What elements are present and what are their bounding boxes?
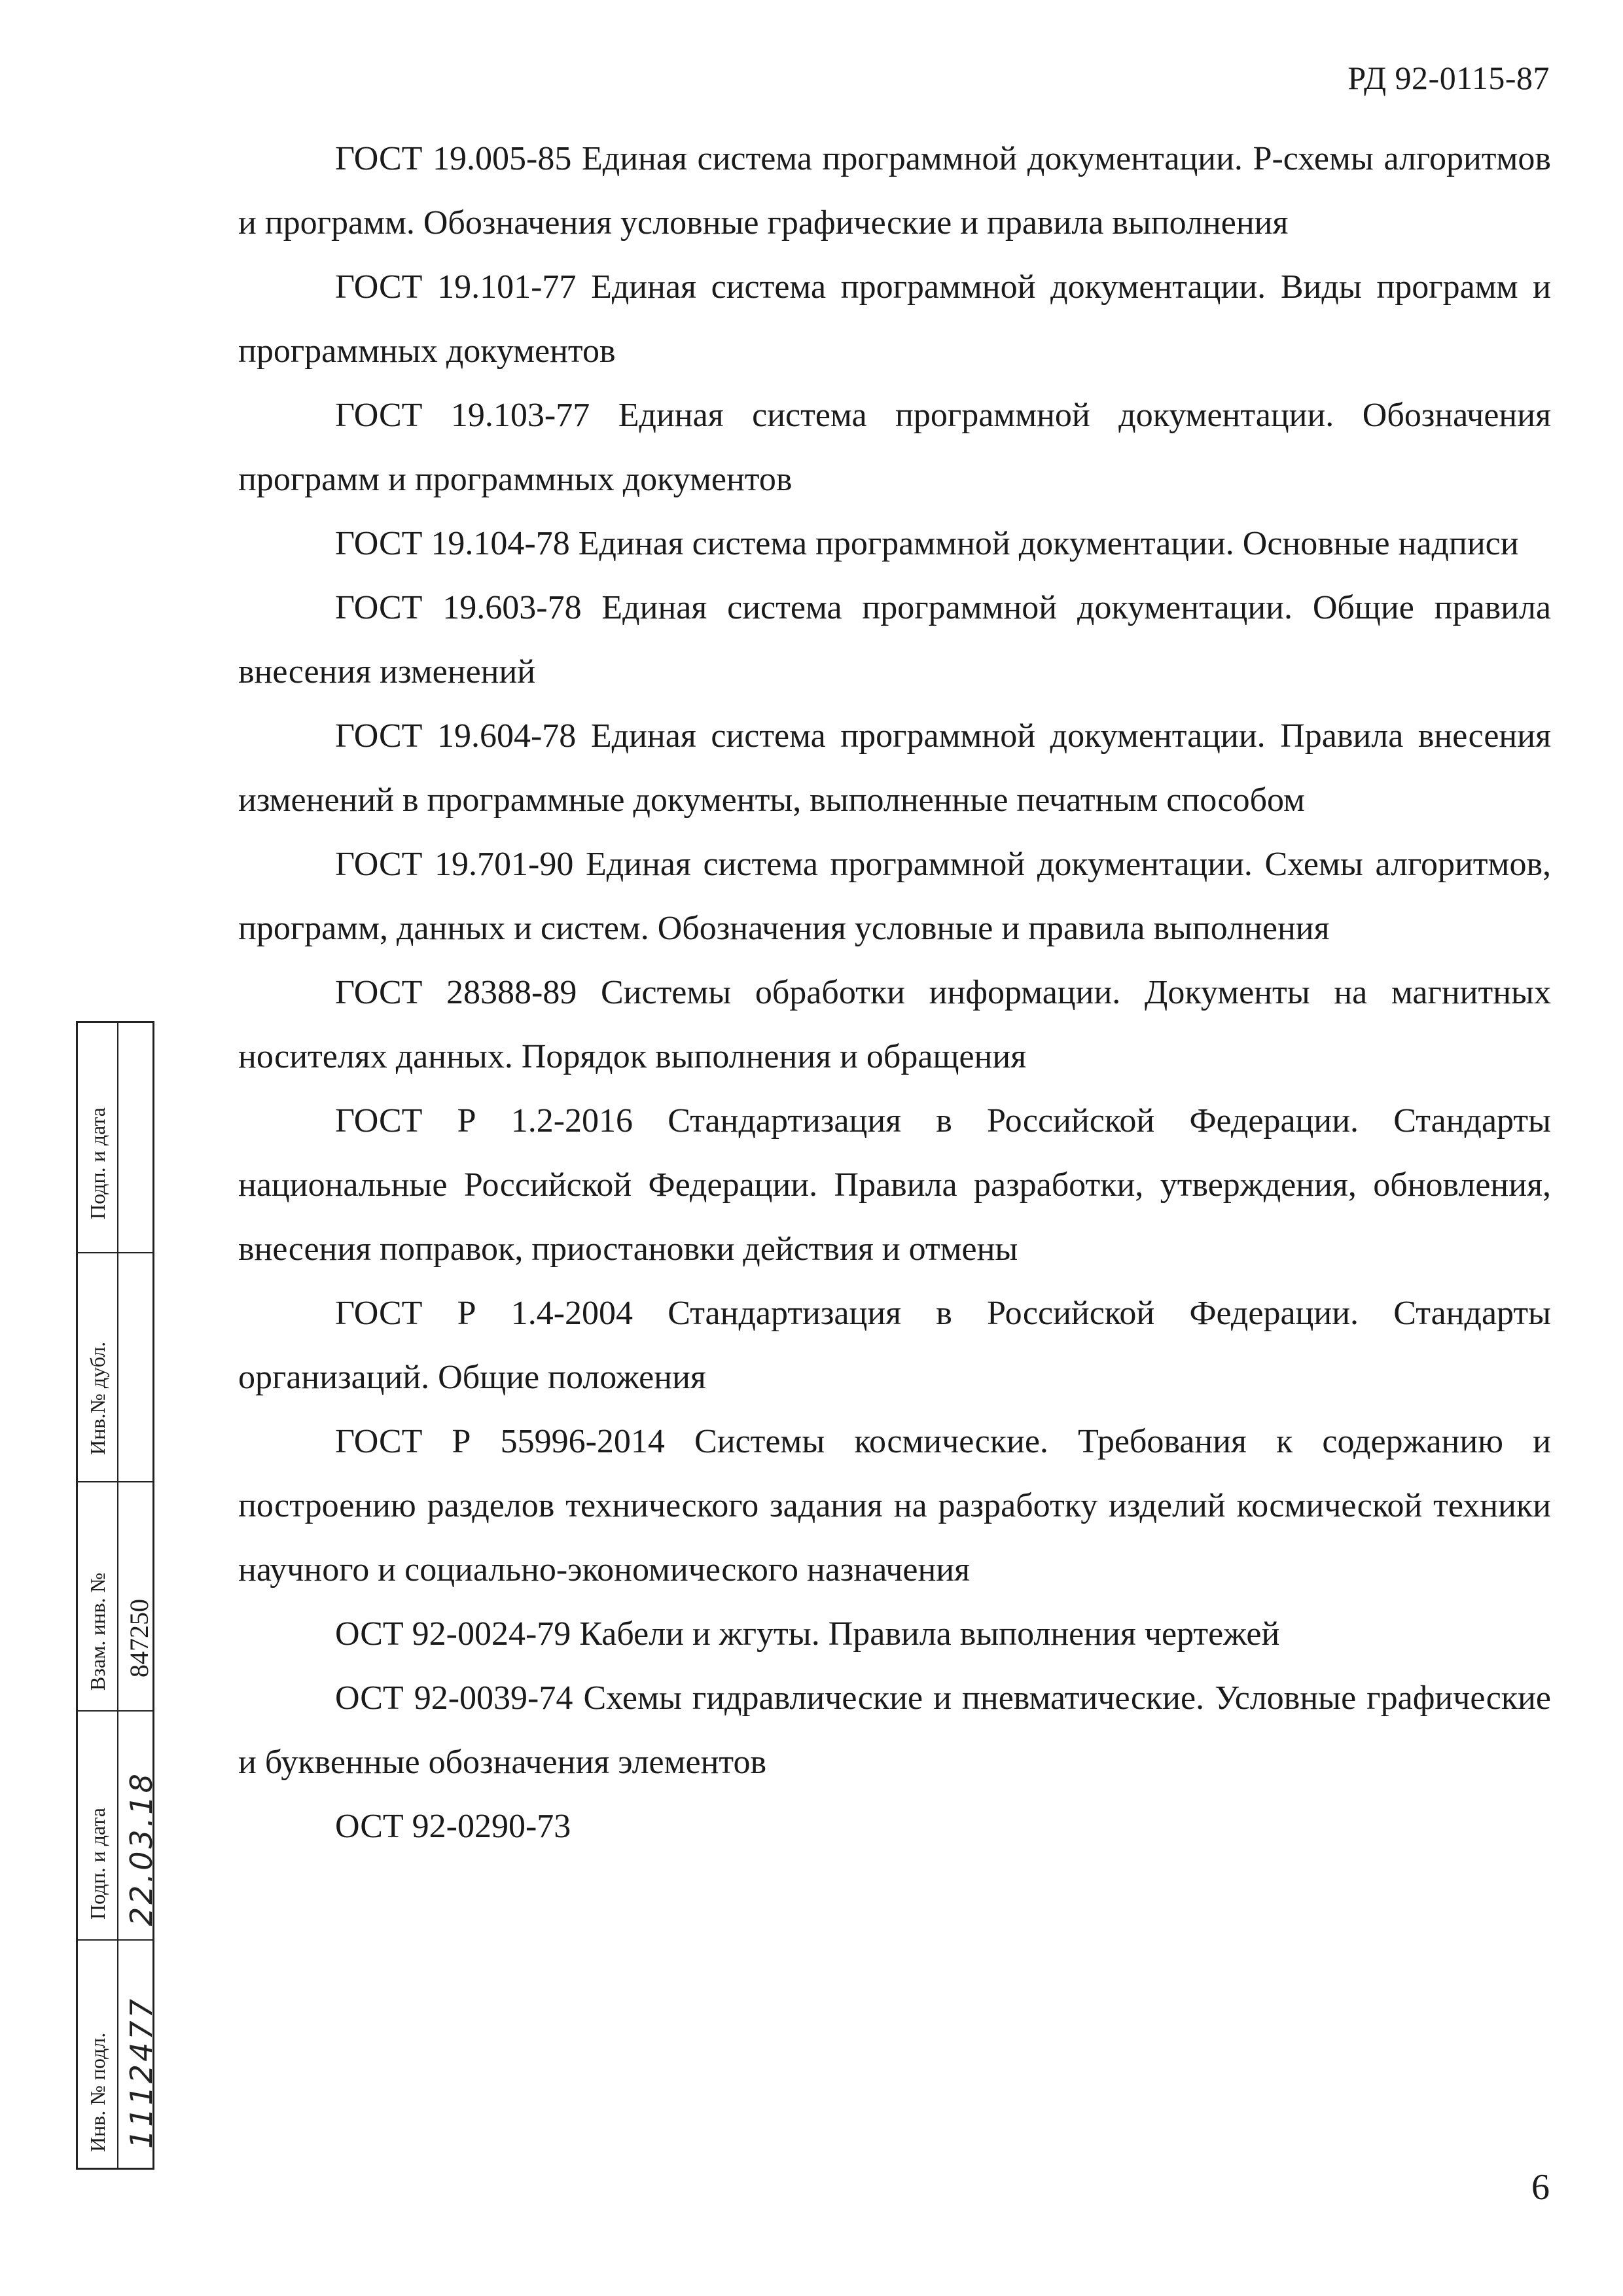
- stamp-divider: [78, 1252, 152, 1253]
- list-item: ГОСТ 19.005-85 Единая система программной документации. Р-схемы алгоритмов и программ. Обозначения условные графические и правила выполнения: [238, 140, 1551, 242]
- list-item: ГОСТ 28388-89 Системы обработки информации. Документы на магнитных носителях данных. Порядок выполнения и обращения: [238, 974, 1551, 1075]
- list-item: ГОСТ Р 55996-2014 Системы космические. Требования к содержанию и построению разделов технического задания на разработку изделий космической техники научного и социально-экономического назначения: [238, 1423, 1551, 1588]
- page-number: 6: [1531, 2167, 1550, 2208]
- list-item: ГОСТ 19.103-77 Единая система программной документации. Обозначения программ и программных документов: [238, 397, 1551, 498]
- list-item: ГОСТ Р 1.4-2004 Стандартизация в Российской Федерации. Стандарты организаций. Общие положения: [238, 1295, 1551, 1396]
- stamp-value-replacement-inv: 847250: [124, 1599, 154, 1677]
- stamp-divider: [117, 1023, 118, 2168]
- stamp-value-sign-date: 22.03.18: [124, 1771, 159, 1926]
- stamp-label-sign-date: Подп. и дата: [86, 1808, 109, 1920]
- list-item: ГОСТ 19.104-78 Единая система программной документации. Основные надписи: [335, 525, 1519, 562]
- document-code: РД 92-0115-87: [1347, 60, 1550, 96]
- standards-list: [238, 127, 1551, 1859]
- list-item: ГОСТ 19.101-77 Единая система программной документации. Виды программ и программных документов: [238, 268, 1551, 370]
- stamp-label-sign-date-top: Подп. и дата: [86, 1107, 109, 1219]
- list-item: ГОСТ 19.603-78 Единая система программной документации. Общие правила внесения изменений: [238, 589, 1551, 691]
- stamp-label-replacement-inv: Взам. инв. №: [86, 1572, 109, 1691]
- stamp-divider: [78, 1481, 152, 1482]
- list-item: ОСТ 92-0039-74 Схемы гидравлические и пневматические. Условные графические и буквенные обозначения элементов: [238, 1679, 1551, 1781]
- margin-stamp-table: [76, 1021, 159, 2170]
- stamp-label-original-inv: Инв. № подл.: [86, 2032, 109, 2152]
- stamp-label-duplicate-inv: Инв.№ дубл.: [86, 1341, 109, 1455]
- list-item: ГОСТ Р 1.2-2016 Стандартизация в Российской Федерации. Стандарты национальные Российской Федерации. Правила разработки, утверждения, обновления, внесения поправок, приостановки действия и отмены: [238, 1102, 1551, 1268]
- list-item: ОСТ 92-0290-73: [335, 1808, 571, 1845]
- list-item: ГОСТ 19.701-90 Единая система программной документации. Схемы алгоритмов, программ, данных и систем. Обозначения условные и правила выполнения: [238, 846, 1551, 947]
- stamp-divider: [78, 1939, 152, 1941]
- list-item: ГОСТ 19.604-78 Единая система программной документации. Правила внесения изменений в программные документы, выполненные печатным способом: [238, 717, 1551, 819]
- list-item: ОСТ 92-0024-79 Кабели и жгуты. Правила выполнения чертежей: [335, 1615, 1280, 1653]
- stamp-divider: [78, 1710, 152, 1712]
- stamp-value-original-inv: 1112477: [124, 1996, 159, 2149]
